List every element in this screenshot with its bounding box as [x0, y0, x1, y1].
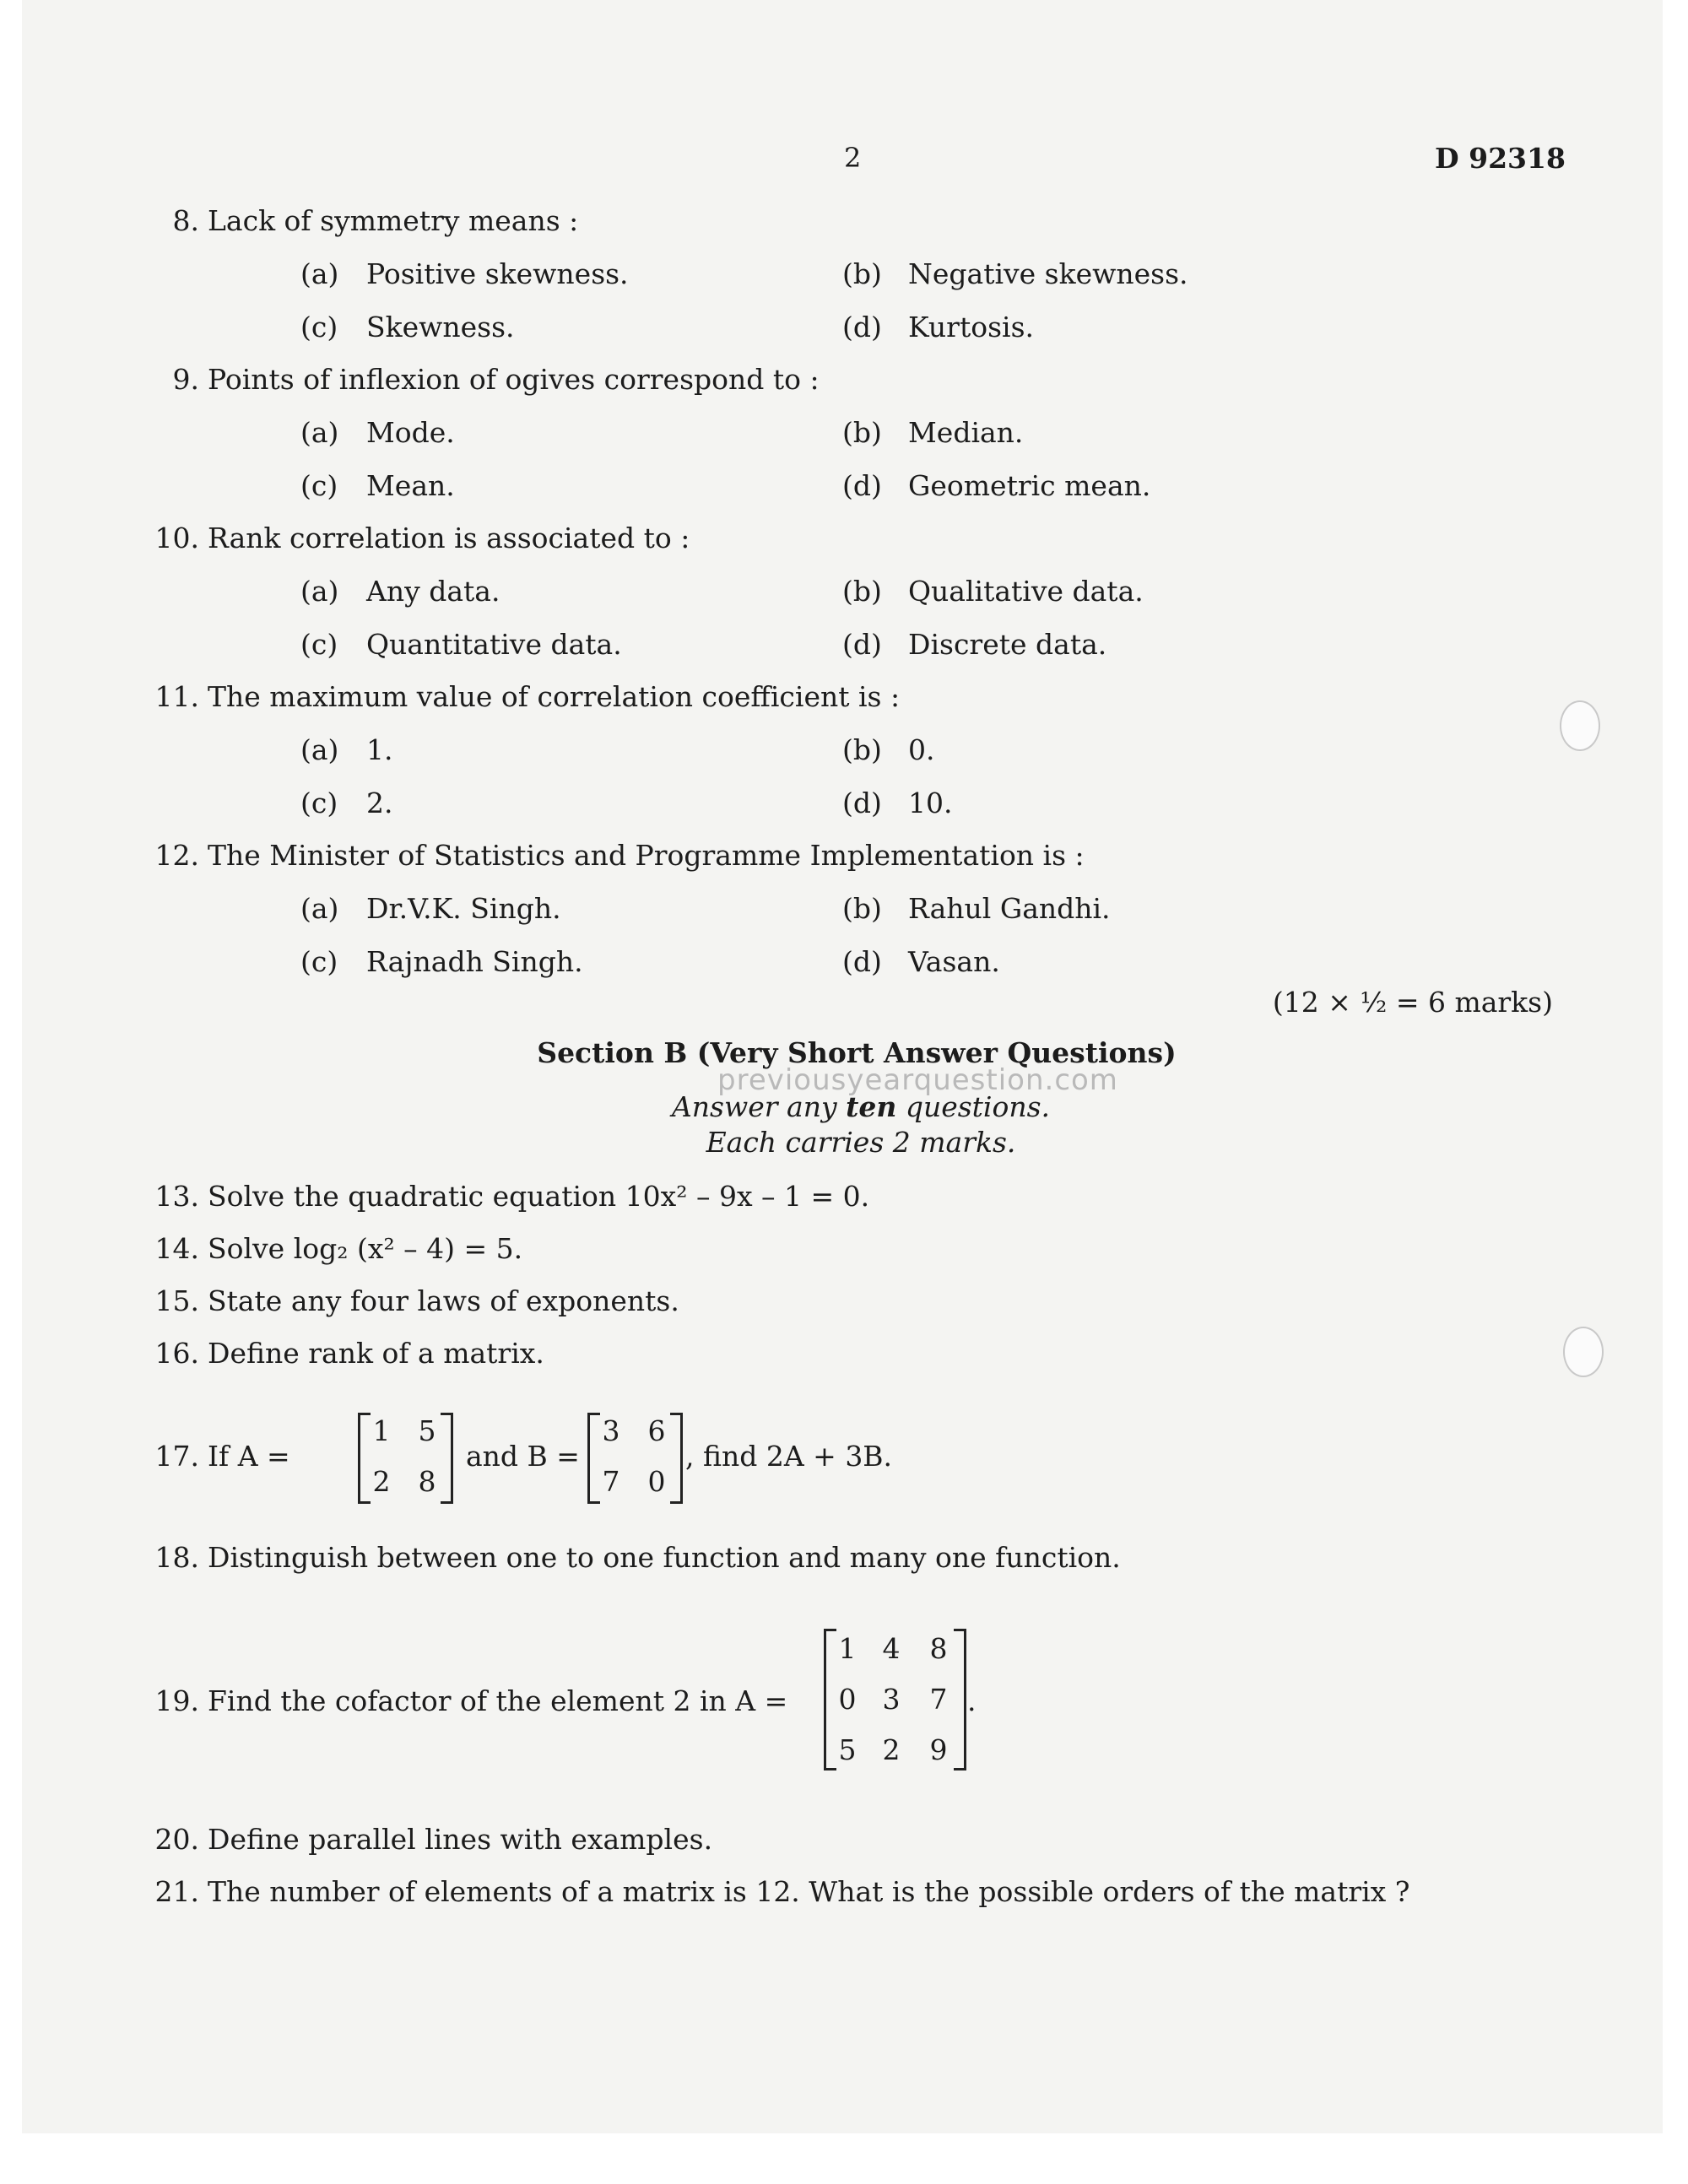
section-b-marks-note: Each carries 2 marks.: [706, 1126, 1016, 1159]
option: (d) 10.: [842, 787, 953, 819]
question-number: 8.: [172, 204, 199, 237]
option: (c) Quantitative data.: [300, 628, 622, 661]
question-number: 9.: [172, 363, 199, 396]
option: (b) 0.: [842, 733, 935, 766]
exam-page: 2 D 92318 8. Lack of symmetry means : (a) Positive skewness. (b) Negative skewness. (c) Skewness. (d) Kurtosis. 9. Points of inflexion of ogives correspond to : (a) Mode. (b) Median. (c) Mean. (d) Geometric mean. 10. Rank correlation is associated to : (a) Any data. (b) Qualitative data. (c) Quantitative data. (d) Discrete data. 11. The maximum value of correlation coefficient is : (a) 1. (b) 0. (c) 2. (d) 10. 12. The Minister of Statistics and Programme Implementation is : (a) Dr.V.K. Singh. (b) Rahul Gandhi. (c) Rajnadh Singh. (d) Vasan. (12 × ½ = 6 marks) Section B (Very Short Answer Questions) previousyearquestion.com Answer any ten questions. Each carries 2 marks. 13. Solve the quadratic equation 10x² – 9x – 1 = 0. 14. Solve log₂ (x² – 4) = 5. 15. State any four laws of exponents. 16. Define rank of a matrix. 17. If A = 1 5 2 8 and B = 3 6 7 0 , find 2A + 3B. 18. Distinguish between one to one function and many one function. 19. Find the cofactor of the element 2 in A = 1 4 8 0 3 7 5 2 9 . 20. Define parallel lines with examples. 21. The number of elements of a matrix is 12. What is the possible orders of the matrix ?: [0, 0, 1688, 2184]
option: (d) Kurtosis.: [842, 311, 1034, 343]
question-text: The Minister of Statistics and Programme Implementation is :: [208, 839, 1085, 872]
watermark-text: previousyearquestion.com: [717, 1063, 1118, 1097]
question-text: The maximum value of correlation coefficient is :: [208, 680, 901, 713]
option: (a) Dr.V.K. Singh.: [300, 892, 561, 925]
question-number: 11.: [154, 680, 199, 713]
option: (c) Rajnadh Singh.: [300, 945, 583, 978]
option: (c) Mean.: [300, 469, 455, 502]
question-text: Lack of symmetry means :: [208, 204, 579, 237]
section-b-instruction: Answer any ten questions.: [671, 1090, 1051, 1123]
question-text: Points of inflexion of ogives correspond to :: [208, 363, 820, 396]
option: (d) Geometric mean.: [842, 469, 1151, 502]
option: (d) Vasan.: [842, 945, 1000, 978]
option: (a) 1.: [300, 733, 393, 766]
punch-hole: [1563, 1327, 1604, 1377]
option: (a) Mode.: [300, 416, 455, 449]
option: (a) Any data.: [300, 575, 500, 608]
question-17-connector: and B =: [466, 1440, 580, 1473]
option: (d) Discrete data.: [842, 628, 1107, 661]
paper-code: D 92318: [1435, 142, 1566, 175]
option: (b) Qualitative data.: [842, 575, 1144, 608]
question-number: 10.: [154, 522, 199, 554]
page-number: 2: [844, 142, 862, 174]
option: (b) Median.: [842, 416, 1024, 449]
question-number: 12.: [154, 839, 199, 872]
scan-border-bottom: [0, 2133, 1688, 2184]
question-17-tail: , find 2A + 3B.: [685, 1440, 893, 1473]
section-a-marks: (12 × ½ = 6 marks): [1272, 986, 1553, 1019]
option: (c) 2.: [300, 787, 393, 819]
punch-hole: [1560, 700, 1600, 751]
option: (b) Rahul Gandhi.: [842, 892, 1111, 925]
option: (a) Positive skewness.: [300, 257, 629, 290]
section-b-title: Section B (Very Short Answer Questions): [537, 1036, 1177, 1069]
option: (b) Negative skewness.: [842, 257, 1188, 290]
question-text: Rank correlation is associated to :: [208, 522, 690, 554]
option: (c) Skewness.: [300, 311, 515, 343]
question-19-tail: .: [967, 1684, 977, 1717]
